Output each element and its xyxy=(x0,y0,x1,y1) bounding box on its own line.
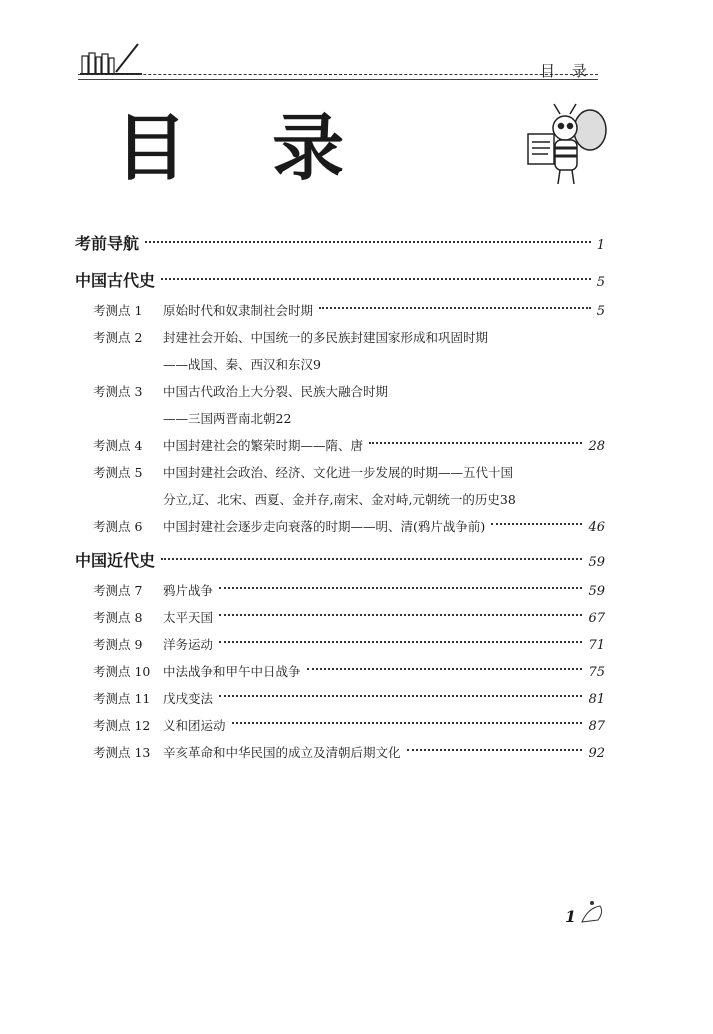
books-pen-icon xyxy=(78,40,148,76)
entry-page: 71 xyxy=(588,638,605,653)
toc-entry[interactable] xyxy=(75,324,605,351)
toc-entry[interactable] xyxy=(75,685,605,712)
leader-dots xyxy=(219,614,582,616)
leader-dots xyxy=(161,278,591,280)
leader-dots xyxy=(161,558,582,560)
entry-text: 中法战争和甲午中日战争 xyxy=(163,664,301,679)
entry-page: 38 xyxy=(499,492,516,507)
section-title: 考前导航 xyxy=(75,234,140,253)
toc-entry[interactable] xyxy=(75,378,605,405)
header-rule-dashed xyxy=(78,74,598,75)
leader-dots xyxy=(491,523,582,525)
entry-page: 92 xyxy=(588,746,605,761)
bee-mascot-icon xyxy=(520,100,610,190)
entry-text: ——三国两晋南北朝 xyxy=(163,411,276,426)
entry-label: 考测点 7 xyxy=(93,583,143,598)
toc-entry[interactable] xyxy=(75,739,605,766)
page-title: 目 录 xyxy=(115,106,375,190)
toc-entry[interactable] xyxy=(75,577,605,604)
leader-dots xyxy=(407,749,583,751)
entry-page: 22 xyxy=(275,411,292,426)
entry-label: 考测点 6 xyxy=(93,519,143,534)
leader-dots xyxy=(307,668,583,670)
entry-page: 75 xyxy=(588,665,605,680)
toc-entry[interactable] xyxy=(75,405,605,432)
entry-page: 67 xyxy=(588,611,605,626)
entry-label: 考测点 10 xyxy=(93,664,151,679)
entry-page: 46 xyxy=(588,520,605,535)
entry-text: 中国古代政治上大分裂、民族大融合时期 xyxy=(163,384,389,399)
running-header: 目 录 xyxy=(540,62,593,80)
leader-dots xyxy=(319,307,591,309)
entry-text: 原始时代和奴隶制社会时期 xyxy=(163,303,314,318)
section-page: 5 xyxy=(596,275,605,290)
entry-label: 考测点 11 xyxy=(93,691,151,706)
entry-text: 辛亥革命和中华民国的成立及清朝后期文化 xyxy=(163,745,401,760)
toc-entry[interactable] xyxy=(75,513,605,540)
leader-dots xyxy=(369,442,582,444)
entry-page: 87 xyxy=(588,719,605,734)
section-page: 1 xyxy=(596,238,605,253)
header-rule xyxy=(78,79,598,80)
table-of-contents xyxy=(75,228,605,771)
toc-entry[interactable] xyxy=(75,712,605,739)
entry-text: 中国封建社会政治、经济、文化进一步发展的时期——五代十国 xyxy=(163,465,514,480)
toc-section[interactable] xyxy=(75,228,605,260)
entry-label: 考测点 1 xyxy=(93,303,143,318)
entry-text: 中国封建社会的繁荣时期——隋、唐 xyxy=(163,438,364,453)
entry-text: 义和团运动 xyxy=(163,718,226,733)
leader-dots xyxy=(219,641,582,643)
section-title: 中国古代史 xyxy=(75,271,156,290)
toc-section[interactable] xyxy=(75,545,605,577)
entry-text: 分立,辽、北宋、西夏、金并存,南宋、金对峙,元朝统一的历史 xyxy=(163,492,500,507)
leader-dots xyxy=(219,587,582,589)
page-number: 1 xyxy=(565,907,577,926)
entry-text: 中国封建社会逐步走向衰落的时期——明、清(鸦片战争前) xyxy=(163,519,486,534)
entry-text: 洋务运动 xyxy=(163,637,214,652)
entry-label: 考测点 3 xyxy=(93,384,143,399)
toc-entry[interactable] xyxy=(75,486,605,513)
entry-label: 考测点 13 xyxy=(93,745,151,760)
entry-page: 59 xyxy=(588,584,605,599)
page-corner-decoration-icon xyxy=(578,898,608,928)
section-page: 59 xyxy=(588,555,605,570)
toc-section[interactable] xyxy=(75,265,605,297)
entry-label: 考测点 9 xyxy=(93,637,143,652)
entry-text: ——战国、秦、西汉和东汉 xyxy=(163,357,314,372)
toc-entry[interactable] xyxy=(75,297,605,324)
entry-text: 鸦片战争 xyxy=(163,583,214,598)
entry-label: 考测点 2 xyxy=(93,330,143,345)
toc-entry[interactable] xyxy=(75,604,605,631)
leader-dots xyxy=(145,241,591,243)
toc-entry[interactable] xyxy=(75,351,605,378)
entry-text: 封建社会开始、中国统一的多民族封建国家形成和巩固时期 xyxy=(163,330,489,345)
entry-page: 28 xyxy=(588,439,605,454)
entry-label: 考测点 8 xyxy=(93,610,143,625)
leader-dots xyxy=(232,722,583,724)
entry-text: 太平天国 xyxy=(163,610,214,625)
leader-dots xyxy=(219,695,582,697)
entry-page: 81 xyxy=(588,692,605,707)
toc-entry[interactable] xyxy=(75,658,605,685)
entry-page: 5 xyxy=(596,304,605,319)
section-title: 中国近代史 xyxy=(75,551,156,570)
entry-page: 9 xyxy=(313,357,321,372)
entry-text: 戊戌变法 xyxy=(163,691,214,706)
toc-entry[interactable] xyxy=(75,459,605,486)
toc-entry[interactable] xyxy=(75,432,605,459)
entry-label: 考测点 12 xyxy=(93,718,151,733)
entry-label: 考测点 4 xyxy=(93,438,143,453)
toc-entry[interactable] xyxy=(75,631,605,658)
entry-label: 考测点 5 xyxy=(93,465,143,480)
